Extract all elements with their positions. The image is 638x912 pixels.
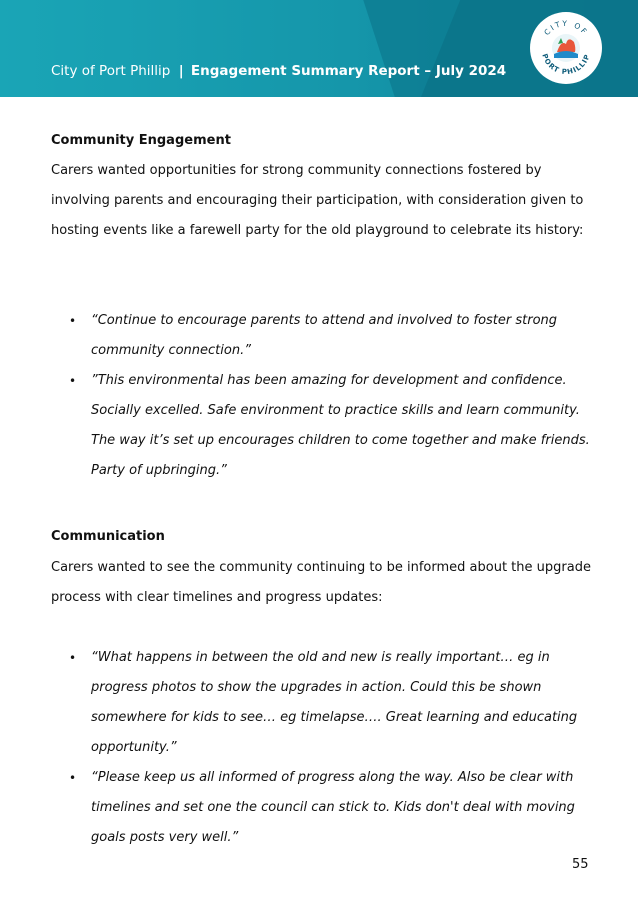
bullet-icon: •	[69, 314, 77, 328]
quote-item	[51, 763, 596, 853]
header-report-title: Engagement Summary Report – July 2024	[190, 63, 507, 79]
section-heading-community-engagement: Community Engagement	[51, 133, 231, 148]
section-paragraph: Carers wanted opportunities for strong community connections fostered by involving parents and encouraging their participation, with consideration given to hosting events like a farewell party for the old playground to celebrate its history:	[51, 163, 584, 238]
header-org-name: City of Port Phillip	[51, 63, 171, 79]
bullet-icon: •	[69, 651, 77, 665]
section-heading-communication: Communication	[51, 529, 165, 544]
quote-item	[51, 643, 596, 763]
header-separator: |	[178, 63, 184, 79]
report-header-banner	[0, 0, 638, 97]
quote-item	[51, 306, 596, 366]
bullet-icon: •	[69, 771, 77, 785]
quote-list	[51, 643, 596, 853]
quote-list	[51, 306, 596, 486]
header-title	[51, 63, 506, 79]
quote-text: “Continue to encourage parents to attend and involved to foster strong community connection.”	[91, 313, 558, 358]
logo-bottom-text: PORT PHILLIP	[540, 52, 592, 77]
quote-text: ”This environmental has been amazing for development and confidence. Socially excelled. Safe environment to practice skills and learn community. The way it’s set up encourages children to come together and make friends. Party of upbringing.”	[91, 373, 590, 478]
city-of-port-phillip-logo	[530, 12, 602, 84]
quote-item	[51, 366, 596, 486]
quote-text: “What happens in between the old and new is really important… eg in progress photos to show the upgrades in action. Could this be shown somewhere for kids to see… eg timelapse…. Great learning and educating opportunity.”	[91, 650, 578, 755]
page-number: 55	[572, 857, 589, 872]
quote-text: “Please keep us all informed of progress along the way. Also be clear with timelines and set one the council can stick to. Kids don't deal with moving goals posts very well.”	[91, 770, 575, 845]
logo-top-text: CITY OF	[542, 18, 590, 38]
bullet-icon: •	[69, 374, 77, 388]
section-paragraph: Carers wanted to see the community continuing to be informed about the upgrade process with clear timelines and progress updates:	[51, 560, 591, 605]
